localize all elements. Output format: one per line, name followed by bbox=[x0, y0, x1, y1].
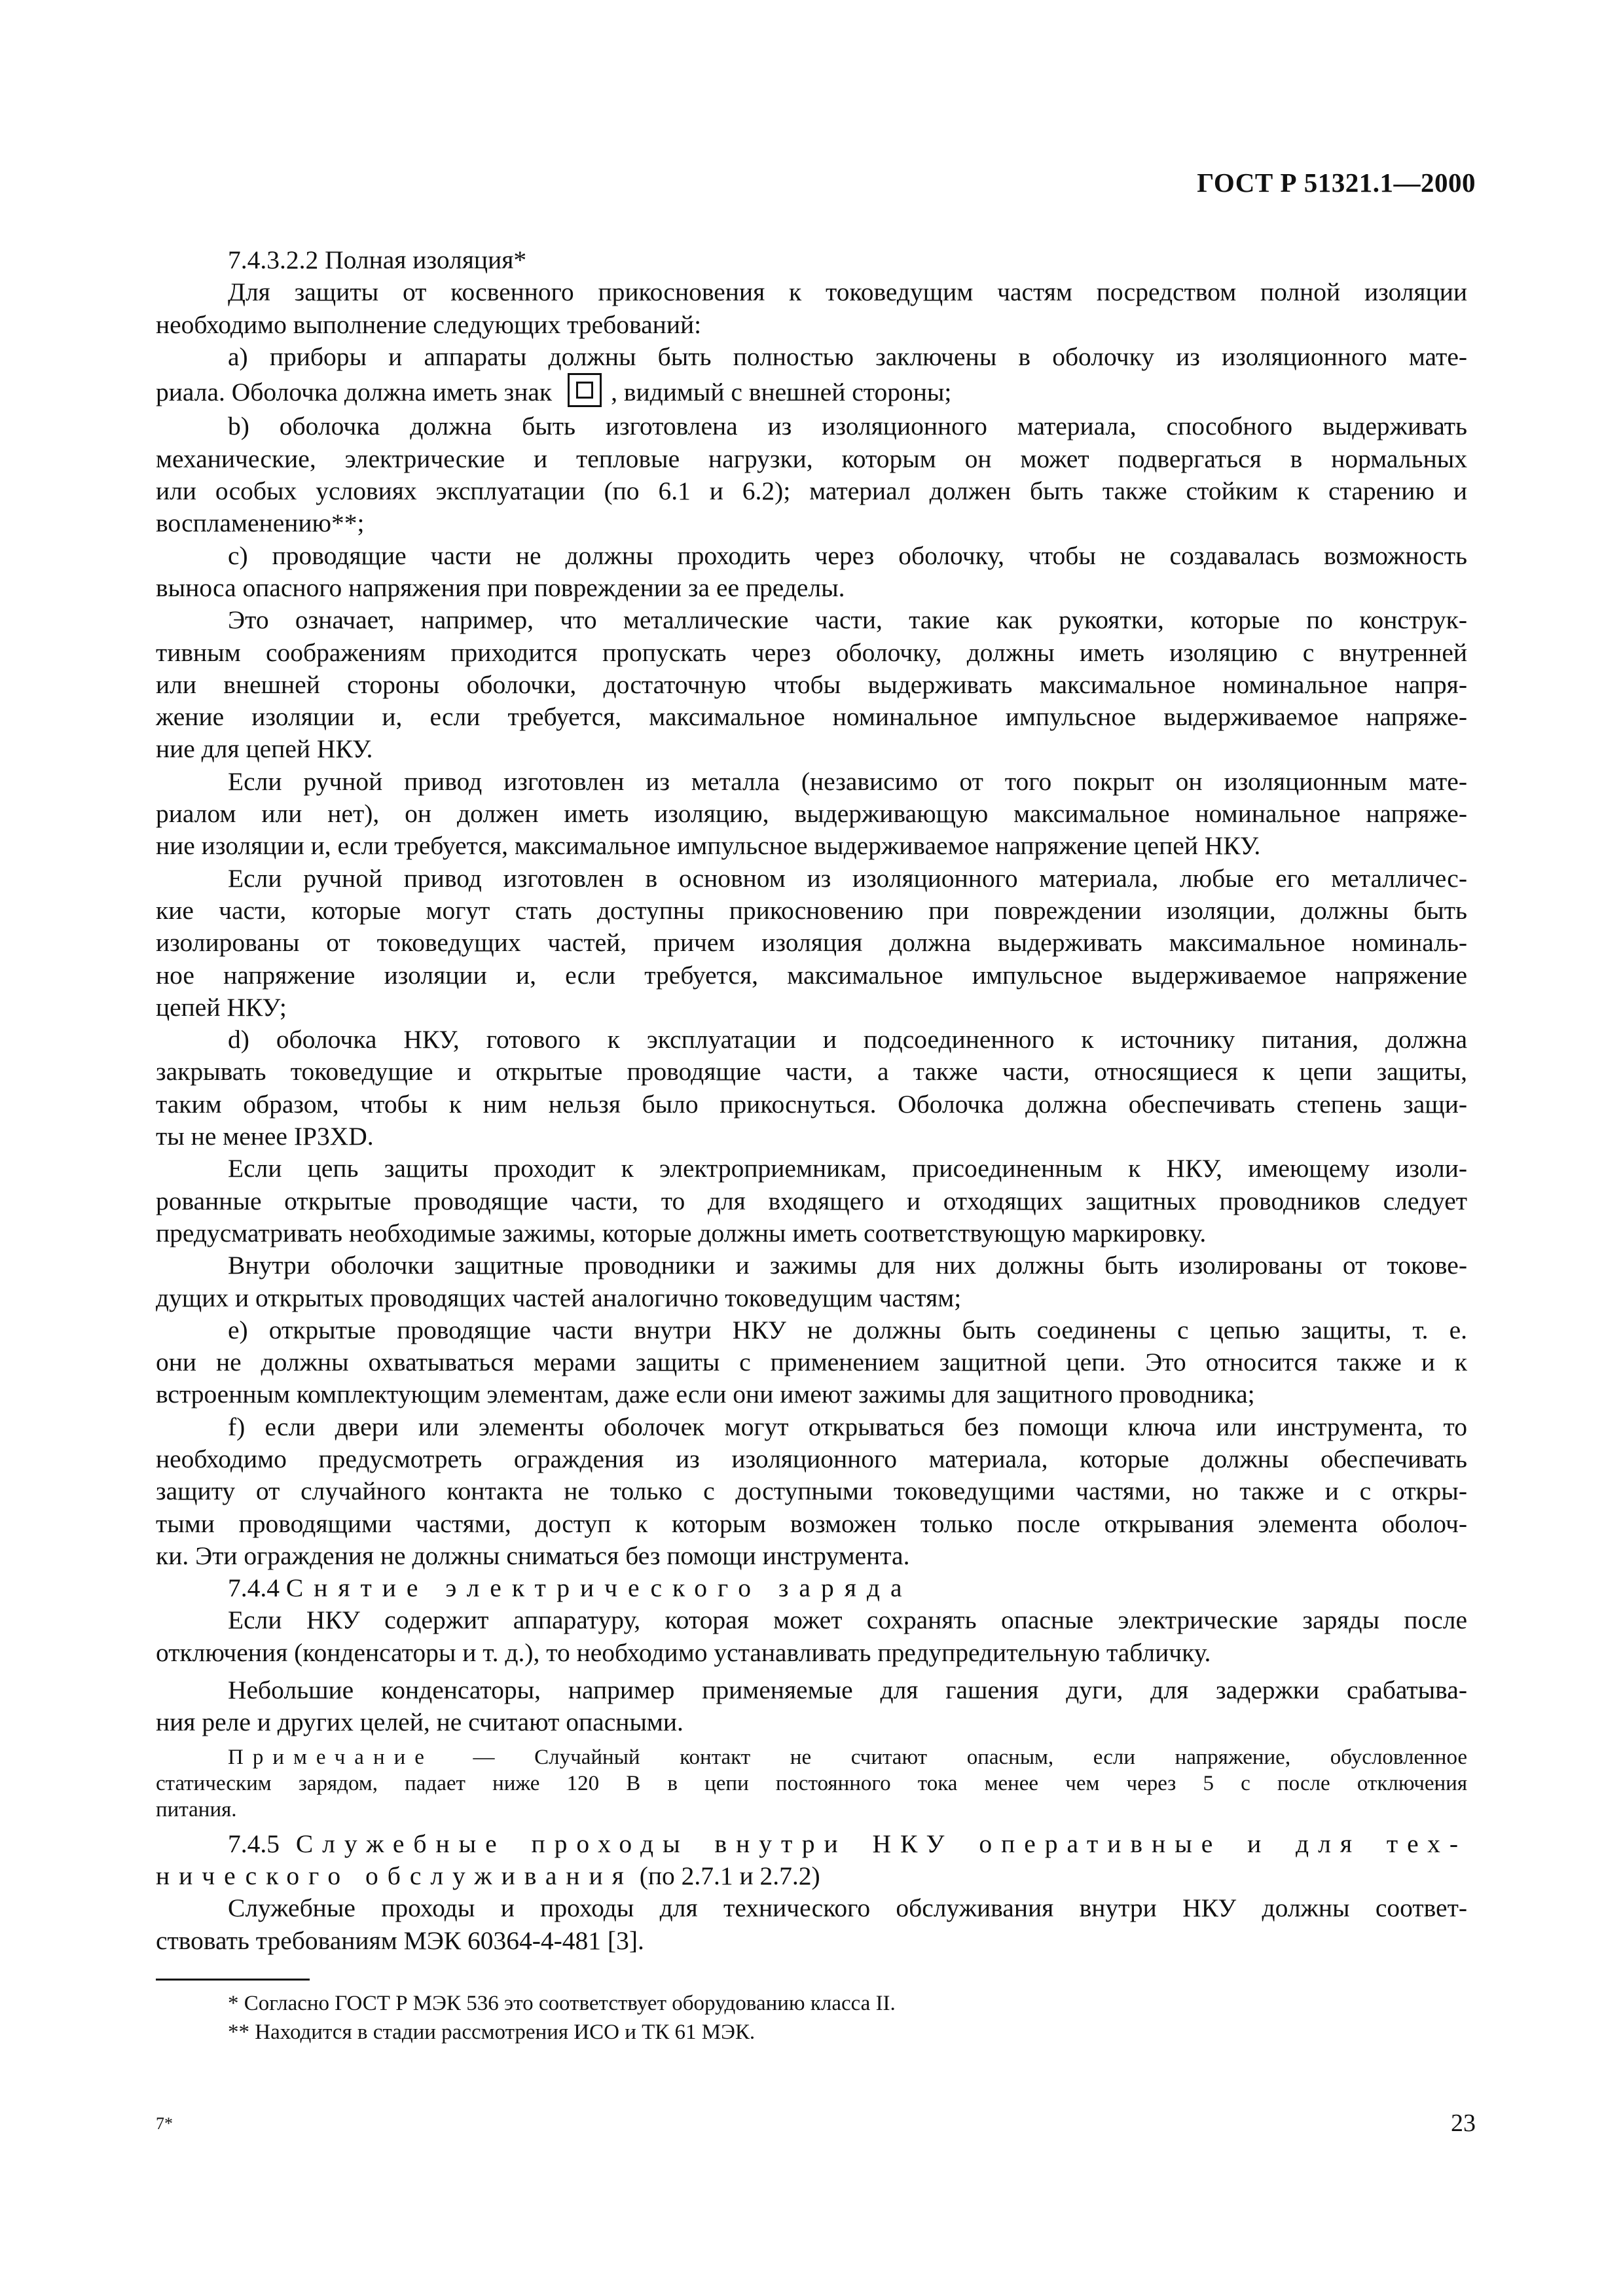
double-insulation-symbol-icon bbox=[568, 373, 602, 407]
section-number: 7.4.4 bbox=[228, 1573, 280, 1603]
section-heading-7-4-5 bbox=[156, 1828, 1467, 1860]
text-line: или внешней стороны оболочки, достаточную чтобы выдерживать максимальное номинальное напря- bbox=[156, 670, 1467, 699]
text-line: они не должны охватываться мерами защиты с применением защитной цепи. Это относится также и к bbox=[156, 1348, 1467, 1377]
note-line bbox=[156, 1744, 1467, 1770]
text-line: отключения (конденсаторы и т. д.), то необходимо устанавливать предупредительную табличку. bbox=[156, 1638, 1211, 1667]
text-line: Если ручной привод изготовлен из металла (независимо от того покрыт он изоляционным мате- bbox=[228, 766, 1467, 796]
text-fragment: риала. Оболочка должна иметь знак bbox=[156, 378, 553, 407]
section-reference: (по 2.7.1 и 2.7.2) bbox=[639, 1861, 820, 1890]
note-line: статическим зарядом, падает ниже 120 В в цепи постоянного тока менее чем через 5 с после отключения bbox=[156, 1771, 1467, 1795]
note-line: питания. bbox=[156, 1797, 237, 1821]
text-line: механические, электрические и тепловые нагрузки, которым он может подвергаться в нормальных bbox=[156, 444, 1467, 473]
text-line: ние изоляции и, если требуется, максимальное импульсное выдерживаемое напряжение цепей НКУ. bbox=[156, 831, 1261, 861]
text-fragment: , видимый с внешней стороны; bbox=[611, 378, 952, 407]
section-title: нического обслуживания bbox=[156, 1861, 633, 1890]
main-text bbox=[156, 244, 1467, 1957]
text-line: выноса опасного напряжения при повреждении за ее пределы. bbox=[156, 573, 845, 602]
text-line: ние для цепей НКУ. bbox=[156, 734, 373, 764]
text-line: или особых условиях эксплуатации (по 6.1 и 6.2); материал должен быть также стойким к старению и bbox=[156, 476, 1467, 506]
text-line: дущих и открытых проводящих частей аналогично токоведущим частям; bbox=[156, 1283, 962, 1312]
text-line: цепей НКУ; bbox=[156, 992, 287, 1022]
text-line bbox=[156, 373, 1467, 405]
text-line: воспламенению**; bbox=[156, 509, 365, 538]
text-line: Для защиты от косвенного прикосновения к токоведущим частям посредством полной изоляции bbox=[228, 278, 1467, 307]
text-line: ки. Эти ограждения не должны сниматься без помощи инструмента. bbox=[156, 1541, 910, 1570]
text-line: ствовать требованиям МЭК 60364-4-481 [3]. bbox=[156, 1926, 644, 1955]
standard-code-header: ГОСТ Р 51321.1—2000 bbox=[1197, 168, 1476, 198]
text-line: b) оболочка должна быть изготовлена из изоляционного материала, способного выдерживать bbox=[228, 412, 1467, 441]
text-line: закрывать токоведущие и открытые проводящие части, а также части, относящиеся к цепи защиты, bbox=[156, 1057, 1467, 1086]
text-line: тыми проводящими частями, доступ к которым возможен только после открывания элемента оболоч- bbox=[156, 1509, 1467, 1538]
text-line: необходимо выполнение следующих требований: bbox=[156, 310, 702, 339]
page-number: 23 bbox=[1451, 2109, 1476, 2137]
text-line: d) оболочка НКУ, готового к эксплуатации и подсоединенного к источнику питания, должна bbox=[228, 1025, 1467, 1054]
text-line: Внутри оболочки защитные проводники и зажимы для них должны быть изолированы от токове- bbox=[228, 1251, 1467, 1280]
text-line: таким образом, чтобы к ним нельзя было прикоснуться. Оболочка должна обеспечивать степень защи- bbox=[156, 1089, 1467, 1119]
text-line: а) приборы и аппараты должны быть полностью заключены в оболочку из изоляционного мате- bbox=[228, 342, 1467, 371]
text-line: с) проводящие части не должны проходить через оболочку, чтобы не создавалась возможность bbox=[228, 541, 1467, 570]
text-line: f) если двери или элементы оболочек могут открываться без помощи ключа или инструмента, то bbox=[228, 1412, 1467, 1441]
section-heading-7-4-3-2-2: 7.4.3.2.2 Полная изоляция* bbox=[228, 245, 527, 274]
text-line: защиту от случайного контакта не только с доступными токоведущими частями, но также и с откры- bbox=[156, 1477, 1467, 1506]
footnote-divider bbox=[156, 1979, 310, 1981]
footnote-1: * Согласно ГОСТ Р МЭК 536 это соответствует оборудованию класса II. bbox=[228, 1992, 896, 2015]
text-line: жение изоляции и, если требуется, максимальное номинальное импульсное выдерживаемое напряже- bbox=[156, 702, 1467, 732]
footnotes bbox=[228, 1989, 896, 2047]
section-title: Снятие электрического заряда bbox=[285, 1573, 913, 1603]
section-number: 7.4.5 bbox=[228, 1829, 280, 1858]
text-line: встроенным комплектующим элементам, даже если они имеют зажимы для защитного проводника; bbox=[156, 1380, 1255, 1409]
text-line: Если цепь защиты проходит к электроприемникам, присоединенным к НКУ, имеющему изоли- bbox=[228, 1154, 1467, 1183]
signature-mark: 7* bbox=[156, 2114, 173, 2133]
text-line: изолированы от токоведущих частей, причем изоляция должна выдерживать максимальное номиналь- bbox=[156, 928, 1467, 958]
section-heading-7-4-5-cont bbox=[156, 1860, 1467, 1892]
text-line: Служебные проходы и проходы для технического обслуживания внутри НКУ должны соответ- bbox=[228, 1893, 1467, 1923]
text-line: Если ручной привод изготовлен в основном из изоляционного материала, любые его металличес- bbox=[228, 863, 1467, 893]
note-label: Примечание bbox=[228, 1745, 433, 1769]
text-line: ное напряжение изоляции и, если требуется, максимальное импульсное выдерживаемое напряжение bbox=[156, 960, 1467, 990]
text-line: рованные открытые проводящие части, то для входящего и отходящих защитных проводников следует bbox=[156, 1186, 1467, 1215]
note-block bbox=[156, 1744, 1467, 1823]
footnote-2: ** Находится в стадии рассмотрения ИСО и ТК 61 МЭК. bbox=[228, 2020, 756, 2044]
text-line: риалом или нет), он должен иметь изоляцию, выдерживающую максимальное номинальное напряже- bbox=[156, 799, 1467, 829]
text-line: Если НКУ содержит аппаратуру, которая может сохранять опасные электрические заряды после bbox=[228, 1605, 1467, 1635]
text-line: предусматривать необходимые зажимы, которые должны иметь соответствующую маркировку. bbox=[156, 1218, 1207, 1247]
text-line: ния реле и других целей, не считают опасными. bbox=[156, 1708, 684, 1737]
text-line: е) открытые проводящие части внутри НКУ не должны быть соединены с цепью защиты, т. е. bbox=[228, 1315, 1467, 1344]
note-text: — Случайный контакт не считают опасным, если напряжение, обусловленное bbox=[433, 1745, 1467, 1769]
text-line: тивным соображениям приходится пропускать через оболочку, должны иметь изоляцию с внутренней bbox=[156, 637, 1467, 667]
text-line: Небольшие конденсаторы, например применяемые для гашения дуги, для задержки срабатыва- bbox=[228, 1676, 1467, 1705]
text-line: ты не менее IP3XD. bbox=[156, 1122, 374, 1151]
text-line: Это означает, например, что металлические части, такие как рукоятки, которые по конструк- bbox=[228, 605, 1467, 635]
text-line: кие части, которые могут стать доступны прикосновению при повреждении изоляции, должны быть bbox=[156, 895, 1467, 925]
text-line: необходимо предусмотреть ограждения из изоляционного материала, которые должны обеспечивать bbox=[156, 1444, 1467, 1473]
section-heading-7-4-4 bbox=[156, 1572, 1467, 1604]
section-title: Служебные проходы внутри НКУ оперативные и для тех- bbox=[295, 1829, 1467, 1858]
